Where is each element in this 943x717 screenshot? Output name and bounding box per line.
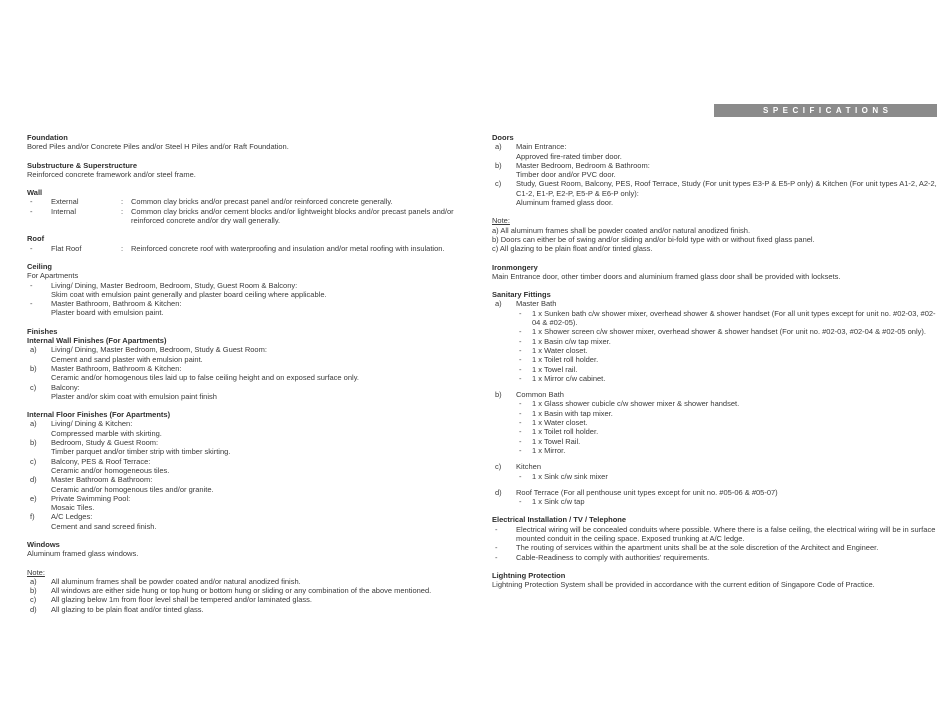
list-item-content [51,438,465,457]
fitting-item [519,437,937,446]
section-doors [492,133,937,254]
list-item-head: Study, Guest Room, Balcony, PES, Roof Terrace, Study (For unit types E3-P & E5-P only) & Kitchen (For unit types A1-2, A2-2, C1-2, E1-P, E2-P, E5-P & E6-P only): [516,179,937,198]
definition-desc: Reinforced concrete roof with waterproofing and insulation and/or metal roofing with insulation. [131,243,445,253]
list-item-body: Plaster board with emulsion paint. [51,308,164,318]
list-item-content [51,494,465,513]
fitting-text: 1 x Glass shower cubicle c/w shower mixer & shower handset. [532,399,740,409]
fitting-text: 1 x Sink c/w sink mixer [532,471,608,481]
list-marker: - [495,552,498,562]
list-marker: c) [495,179,502,189]
list-marker: c) [30,595,37,605]
section-electrical-installation-tv-telephone [492,515,937,561]
dash-marker: - [519,408,522,418]
list-item-head: Master Bathroom & Bathroom: [51,475,153,485]
list-item [27,577,465,586]
dash-marker: - [519,445,522,455]
list-item-body: Cement and sand screed finish. [51,521,157,531]
list-item-body: Plaster and/or skim coat with emulsion paint finish [51,391,217,401]
list-item-body: Compressed marble with skirting. [51,428,162,438]
list-item-head: All aluminum frames shall be powder coated and/or natural anodized finish. [51,576,301,586]
list-item-head: Living/ Dining, Master Bedroom, Bedroom, Study, Guest Room & Balcony: [51,280,298,290]
column-right [492,133,937,598]
list-marker: d) [30,604,37,614]
fitting-text: 1 x Water closet. [532,418,588,428]
fitting-item [519,355,937,364]
group-marker: a) [495,299,502,309]
list-marker: - [30,280,33,290]
fittings-group-row [492,488,937,507]
paragraph: a) All aluminum frames shall be powder coated and/or natural anodized finish. [492,225,751,235]
list-item [492,161,937,180]
section-title: Electrical Installation / TV / Telephone [492,515,627,525]
fitting-text: 1 x Towel rail. [532,364,578,374]
section-foundation [27,133,465,152]
section-ironmongery [492,263,937,282]
list-item-content [51,595,465,604]
fittings-group-content [516,390,937,455]
dash-marker: - [519,308,522,318]
section-finishes [27,327,465,401]
list-item-head: All glazing below 1m from floor level shall be tempered and/or laminated glass. [51,595,312,605]
fittings-group-head: Kitchen [516,462,542,472]
list-item [492,142,937,161]
note-label: Note: [27,567,45,577]
list-item [27,345,465,364]
list-item [27,457,465,476]
list-item-head: Private Swimming Pool: [51,493,131,503]
list-marker: b) [30,438,37,448]
paragraph: Main Entrance door, other timber doors and aluminium framed glass door shall be provided with locksets. [492,271,841,281]
list-item-head: Cable-Readiness to comply with authorities' requirements. [516,552,710,562]
definition-colon: : [121,197,124,207]
list-item-body: Ceramic and/or homogeneous tiles. [51,465,170,475]
section-title: Finishes [27,326,58,336]
list-item [27,299,465,318]
fitting-text: 1 x Water closet. [532,345,588,355]
definition-term: External [51,197,79,207]
section-title: Ironmongery [492,262,538,272]
dash-marker: - [519,364,522,374]
section-lightning-protection [492,571,937,590]
dash-marker: - [519,336,522,346]
paragraph: Bored Piles and/or Concrete Piles and/or Steel H Piles and/or Raft Foundation. [27,142,289,152]
list-item-content [516,525,937,544]
fittings-group-content [516,299,937,383]
list-item-content [51,419,465,438]
paragraph: For Apartments [27,271,79,281]
fitting-item [519,346,937,355]
fitting-item [519,446,937,455]
section-title: Roof [27,234,45,244]
list-item [27,281,465,300]
fitting-text: 1 x Mirror c/w cabinet. [532,373,606,383]
list-item-head: Main Entrance: [516,142,567,152]
list-item-head: Master Bathroom, Bathroom & Kitchen: [51,363,182,373]
list-item [27,595,465,604]
list-marker: c) [30,456,37,466]
fittings-group-head: Master Bath [516,299,557,309]
fittings-group [492,390,937,455]
fittings-group [492,299,937,383]
fitting-text: 1 x Shower screen c/w shower mixer, overhead shower & shower handset (For unit no. #02-03, #02-04 & #02-05 only). [532,327,926,337]
fitting-text: 1 x Sink c/w tap [532,497,585,507]
list-marker: e) [30,493,37,503]
list-item-body: Skim coat with emulsion paint generally and plaster board ceiling where applicable. [51,289,327,299]
list-item-body: Approved fire-rated timber door. [516,151,622,161]
section-title: Wall [27,188,43,198]
list-marker: a) [30,419,37,429]
list-marker: c) [30,382,37,392]
section-roof [27,234,465,253]
dash-marker: - [519,418,522,428]
definition-row [27,207,465,226]
list-item [27,383,465,402]
list-item [492,553,937,562]
list-marker: a) [30,576,37,586]
paragraph: Aluminum framed glass windows. [27,549,139,559]
fitting-text: 1 x Basin c/w tap mixer. [532,336,611,346]
section-title: Internal Floor Finishes (For Apartments) [27,410,171,420]
list-item-body: Timber parquet and/or timber strip with timber skirting. [51,447,231,457]
definition-colon: : [121,206,124,216]
list-item-head: Balcony, PES & Roof Terrace: [51,456,151,466]
list-marker: d) [30,475,37,485]
list-item-content [51,345,465,364]
fitting-item [519,399,937,408]
list-item-content [516,543,937,552]
list-item-body: Timber door and/or PVC door. [516,170,616,180]
list-item [27,475,465,494]
definition-row [27,197,465,206]
fittings-group-row [492,462,937,481]
list-item-head: Master Bathroom, Bathroom & Kitchen: [51,299,182,309]
definition-row [27,244,465,253]
list-item-content [51,605,465,614]
section-title: Foundation [27,133,68,142]
list-item [27,438,465,457]
fittings-group-content [516,488,937,507]
list-item [27,512,465,531]
list-item [492,179,937,207]
dash-marker: - [30,197,33,207]
section-windows [27,540,465,614]
list-marker: b) [495,160,502,170]
fitting-text: 1 x Basin with tap mixer. [532,408,613,418]
definition-term: Internal [51,206,77,216]
fitting-item [519,418,937,427]
fittings-group [492,462,937,481]
definition-colon: : [121,243,124,253]
fitting-text: 1 x Toilet roll holder. [532,355,599,365]
fittings-list [516,399,937,455]
list-marker: - [495,543,498,553]
list-item-body: Ceramic and/or homogenous tiles laid up to false ceiling height and on exposed surface only. [51,373,359,383]
list-marker: b) [30,586,37,596]
dash-marker: - [519,427,522,437]
group-marker: b) [495,390,502,400]
list-marker: a) [30,345,37,355]
list-item-content [516,553,937,562]
section-ceiling [27,262,465,318]
paragraph: b) Doors can either be of swing and/or sliding and/or bi-fold type with or without fixed glass panel. [492,234,815,244]
definition-desc: Common clay bricks and/or cement blocks and/or lightweight blocks and/or precast panels and/or reinforced concrete and/or dry wall generally. [131,206,454,226]
group-marker: d) [495,487,502,497]
list-item-content [51,475,465,494]
list-item [27,586,465,595]
section-title: Substructure & Superstructure [27,160,138,170]
fitting-item [519,472,937,481]
fitting-item [519,309,937,328]
section-internal-floor-finishes-for-apartments [27,410,465,531]
section-title: Sanitary Fittings [492,290,551,300]
fittings-group-content [516,462,937,481]
list-item-head: All glazing to be plain float and/or tinted glass. [51,604,204,614]
fitting-item [519,497,937,506]
list-item-head: Electrical wiring will be concealed conduits where possible. Where there is a false ceiling, the electrical wiring will be in surface mounted conduit in the ceiling space. Exposed trunking at A/C ledge. [516,524,936,543]
list-item [27,364,465,383]
page-title: SPECIFICATIONS [762,105,893,115]
fittings-group [492,488,937,507]
dash-marker: - [519,436,522,446]
list-item [492,543,937,552]
dash-marker: - [519,471,522,481]
fittings-list [516,497,937,506]
fittings-list [516,472,937,481]
list-item-content [51,457,465,476]
fittings-group-head: Roof Terrace (For all penthouse unit types except for unit no. #05-06 & #05-07) [516,487,778,497]
fitting-text: 1 x Towel Rail. [532,436,581,446]
dash-marker: - [519,345,522,355]
dash-marker: - [30,206,33,216]
section-substructure-superstructure [27,161,465,180]
fitting-item [519,327,937,336]
list-item-head: Living/ Dining & Kitchen: [51,419,133,429]
definition-term: Flat Roof [51,243,82,253]
fitting-item [519,337,937,346]
fittings-group-head: Common Bath [516,390,564,400]
list-item-body: Ceramic and/or homogenous tiles and/or granite. [51,484,214,494]
list-item-content [51,577,465,586]
fitting-item [519,409,937,418]
fittings-group-row [492,390,937,455]
list-item-head: Living/ Dining, Master Bedroom, Bedroom, Study & Guest Room: [51,345,267,355]
list-item-head: A/C Ledges: [51,512,93,522]
list-marker: - [495,524,498,534]
fittings-group-row [492,299,937,383]
list-item-head: All windows are either side hung or top hung or bottom hung or sliding or any combination of the above mentioned. [51,586,432,596]
section-title: Ceiling [27,261,53,271]
section-title: Windows [27,539,60,549]
paragraph: c) All glazing to be plain float and/or tinted glass. [492,244,653,254]
list-item-content [516,179,937,207]
dash-marker: - [519,497,522,507]
specifications-header-bar [714,104,937,117]
list-item-content [51,281,465,300]
dash-marker: - [519,399,522,409]
list-item-content [51,383,465,402]
list-marker: a) [495,142,502,152]
dash-marker: - [30,243,33,253]
fitting-text: 1 x Sunken bath c/w shower mixer, overhead shower & shower handset (For all unit types except for unit no. #02-03, #02-04 & #02-05). [532,308,936,328]
fitting-text: 1 x Mirror. [532,445,566,455]
section-title: Lightning Protection [492,570,566,580]
list-item-content [51,299,465,318]
fittings-list [516,309,937,383]
fitting-text: 1 x Toilet roll holder. [532,427,599,437]
list-item-head: Balcony: [51,382,80,392]
list-item-head: Bedroom, Study & Guest Room: [51,438,159,448]
paragraph: Reinforced concrete framework and/or steel frame. [27,169,196,179]
list-marker: - [30,299,33,309]
section-sanitary-fittings [492,290,937,506]
list-item [27,419,465,438]
list-item [27,494,465,513]
dash-marker: - [519,355,522,365]
section-subtitle: Internal Wall Finishes (For Apartments) [27,336,167,346]
list-item-content [51,512,465,531]
dash-marker: - [519,373,522,383]
paragraph: Lightning Protection System shall be provided in accordance with the current edition of Singapore Code of Practice. [492,580,875,590]
list-item [27,605,465,614]
definition-desc: Common clay bricks and/or precast panel and/or reinforced concrete generally. [131,197,393,207]
list-item-content [51,364,465,383]
list-marker: f) [30,512,35,522]
list-item-body: Cement and sand plaster with emulsion paint. [51,354,203,364]
list-item-head: The routing of services within the apartment units shall be at the sole discretion of the Architect and Engineer. [516,543,879,553]
list-item-content [516,142,937,161]
list-item-content [51,586,465,595]
note-label: Note: [492,216,510,226]
section-wall [27,188,465,225]
dash-marker: - [519,327,522,337]
fitting-item [519,365,937,374]
column-left [27,133,465,623]
list-marker: b) [30,363,37,373]
fitting-item [519,374,937,383]
list-item [492,525,937,544]
fitting-item [519,427,937,436]
list-item-head: Master Bedroom, Bedroom & Bathroom: [516,160,650,170]
group-marker: c) [495,462,502,472]
list-item-body: Mosaic Tiles. [51,503,95,513]
list-item-content [516,161,937,180]
list-item-body: Aluminum framed glass door. [516,198,614,208]
section-title: Doors [492,133,514,142]
